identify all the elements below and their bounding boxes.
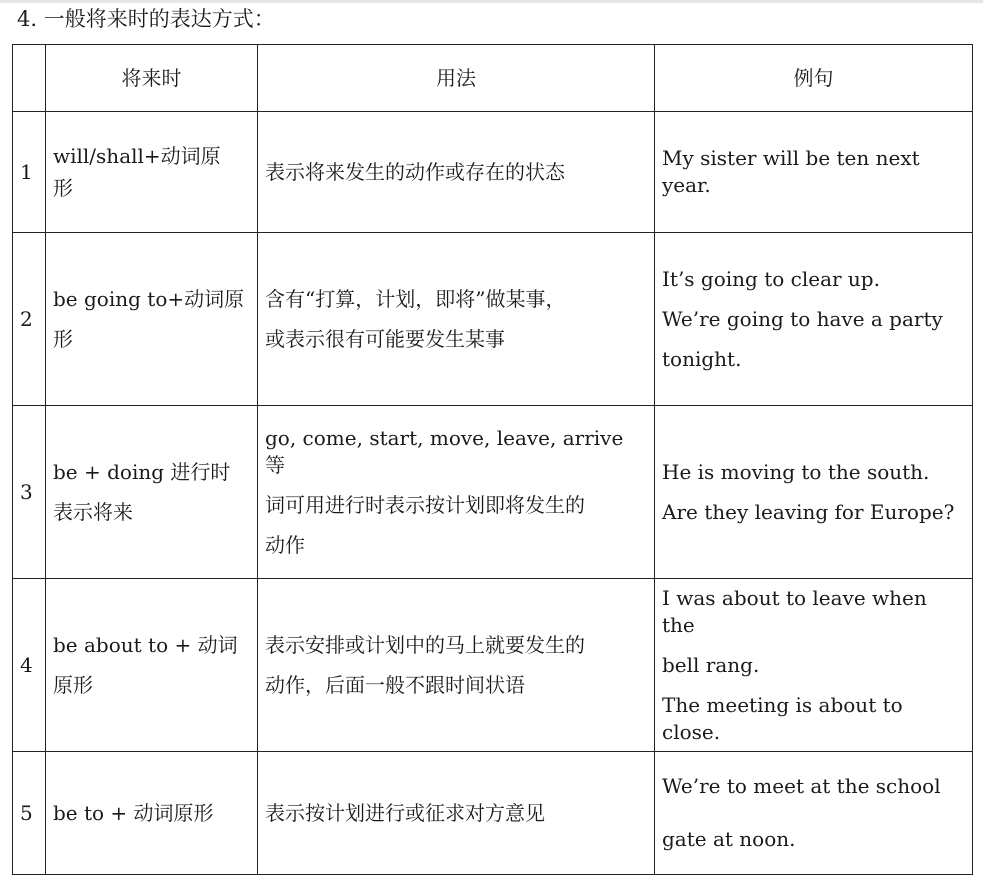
usage-cell (258, 233, 655, 406)
usage-text: 表示安排或计划中的马上就要发生的 (265, 632, 585, 657)
tense-text: be going to+动词原 (53, 286, 245, 311)
table-row (13, 112, 973, 233)
usage-cell (258, 752, 655, 875)
tense-text: be about to + 动词 (53, 632, 238, 657)
example-cell (655, 233, 973, 406)
table-row (13, 579, 973, 752)
usage-text: 表示按计划进行或征求对方意见 (265, 800, 545, 825)
usage-text: 或表示很有可能要发生某事 (265, 326, 505, 351)
example-text: We’re to meet at the school (662, 774, 941, 798)
table-row (13, 752, 973, 875)
tense-text: 表示将来 (53, 499, 133, 524)
usage-text: 表示将来发生的动作或存在的状态 (265, 159, 565, 184)
tense-cell (46, 406, 258, 579)
usage-text: 含有“打算，计划，即将”做某事， (265, 286, 566, 311)
example-cell (655, 406, 973, 579)
example-text: My sister will be ten next year. (662, 146, 920, 197)
tense-text: 形 (53, 326, 73, 351)
header-example: 例句 (655, 45, 973, 112)
tense-cell (46, 579, 258, 752)
example-text: The meeting is about to close. (662, 692, 903, 744)
row-number: 4 (13, 579, 46, 752)
example-text: Are they leaving for Europe? (662, 499, 955, 524)
usage-text: 动作 (265, 533, 305, 557)
section-heading: 4. 一般将来时的表达方式： (17, 7, 275, 31)
usage-text: go, come, start, move, leave, arrive 等 (265, 426, 624, 477)
top-divider (0, 0, 983, 3)
tense-cell (46, 752, 258, 875)
table-header-row (13, 45, 973, 112)
row-number: 1 (13, 112, 46, 233)
header-tense: 将来时 (46, 45, 258, 112)
tense-text: be to + 动词原形 (53, 800, 214, 825)
example-cell (655, 112, 973, 233)
example-text: I was about to leave when the (662, 585, 927, 637)
usage-text: 词可用进行时表示按计划即将发生的 (265, 493, 585, 517)
tense-text: 原形 (53, 672, 93, 697)
table-row (13, 233, 973, 406)
tense-text: will/shall+动词原 (53, 143, 221, 168)
future-tense-table (12, 44, 973, 875)
tense-cell (46, 112, 258, 233)
table-row (13, 406, 973, 579)
row-number: 2 (13, 233, 46, 406)
example-cell (655, 579, 973, 752)
usage-cell (258, 406, 655, 579)
row-number: 5 (13, 752, 46, 875)
example-text: gate at noon. (662, 827, 796, 851)
example-text: tonight. (662, 346, 742, 371)
usage-cell (258, 579, 655, 752)
tense-text: be + doing 进行时 (53, 459, 231, 484)
example-text: We’re going to have a party (662, 306, 943, 331)
tense-text: 形 (53, 175, 73, 200)
example-text: It’s going to clear up. (662, 266, 880, 291)
usage-text: 动作，后面一般不跟时间状语 (265, 672, 525, 697)
header-usage: 用法 (258, 45, 655, 112)
example-text: bell rang. (662, 652, 760, 677)
tense-cell (46, 233, 258, 406)
header-num-cell (13, 45, 46, 112)
example-text: He is moving to the south. (662, 459, 930, 484)
usage-cell (258, 112, 655, 233)
example-cell (655, 752, 973, 875)
row-number: 3 (13, 406, 46, 579)
